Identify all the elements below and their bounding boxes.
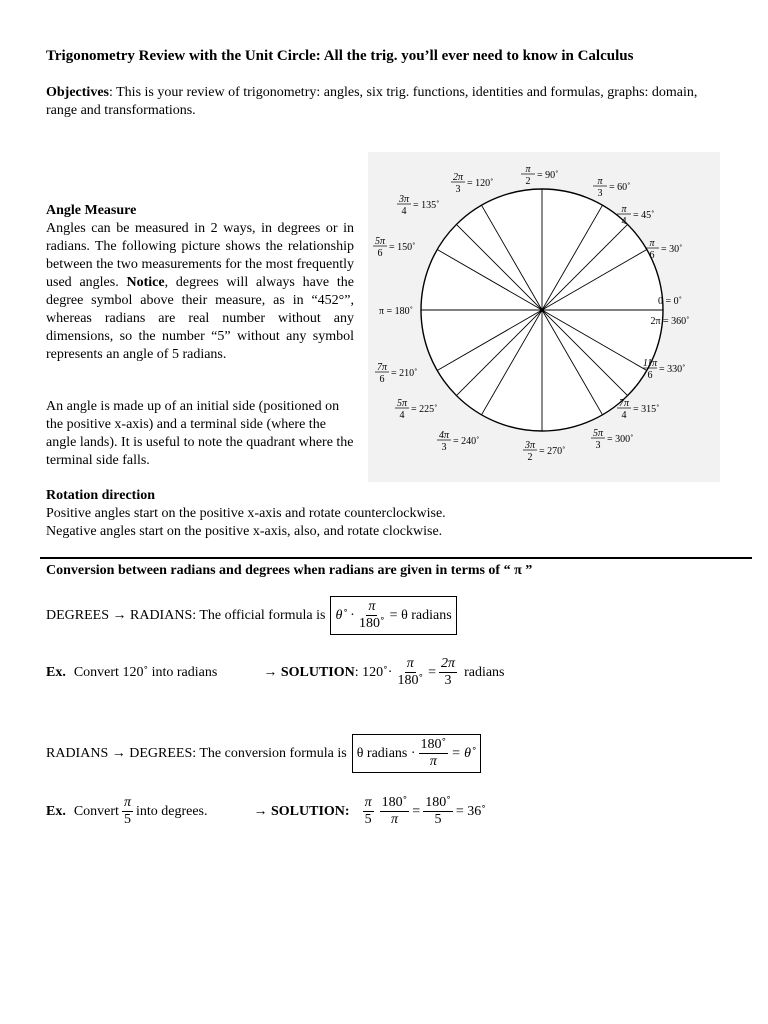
frac-den: 5 <box>364 812 372 827</box>
rad-to-deg-label: RADIANS → DEGREES: The conversion formula is <box>46 745 347 761</box>
example-2-label: Ex. <box>46 803 66 819</box>
svg-text:= 210˚: = 210˚ <box>391 368 418 379</box>
angle-label-5 <box>373 236 415 259</box>
svg-text:= 30˚: = 30˚ <box>661 244 683 255</box>
example-1-text: Convert 120˚ into radians <box>73 664 218 680</box>
angle-label-16 <box>523 440 565 463</box>
frac-den: 5 <box>434 812 442 827</box>
objectives <box>46 84 726 120</box>
deg-to-rad-formula-box <box>330 596 456 635</box>
frac-num: π <box>364 795 372 810</box>
angle-label-8 <box>658 296 682 307</box>
angle-label-15 <box>591 428 633 451</box>
svg-text:π: π <box>621 204 627 215</box>
svg-text:3: 3 <box>441 442 447 453</box>
svg-text:= 90˚: = 90˚ <box>537 170 559 181</box>
svg-text:3: 3 <box>455 184 461 195</box>
svg-text:2π: 2π <box>452 172 464 183</box>
deg-to-rad-label: DEGREES → RADIANS: The official formula is <box>46 607 326 623</box>
svg-text:5π: 5π <box>592 428 604 439</box>
rotation-heading: Rotation direction <box>46 488 156 503</box>
ex2-pi-over-5-b <box>363 795 374 828</box>
angle-label-6 <box>645 238 682 261</box>
svg-text:5π: 5π <box>396 398 408 409</box>
example-2-result: = 36˚ <box>455 803 486 819</box>
example-2-row <box>46 795 486 828</box>
frac-den: 180˚ <box>359 616 385 631</box>
theta-deg: θ˚ · <box>335 607 354 623</box>
colon: : <box>344 803 350 819</box>
svg-text:3: 3 <box>597 188 603 199</box>
theta-radians: θ radians · <box>356 745 416 761</box>
frac-num: π <box>123 795 131 810</box>
svg-text:11π: 11π <box>642 358 658 369</box>
svg-text:7π: 7π <box>376 362 388 373</box>
svg-text:π = 180˚: π = 180˚ <box>378 306 414 317</box>
svg-text:6: 6 <box>649 250 655 261</box>
svg-text:π: π <box>597 176 603 187</box>
angle-label-1 <box>451 172 493 195</box>
svg-text:7π: 7π <box>618 398 630 409</box>
example-2-text-b: into degrees. <box>135 803 208 819</box>
frac-num: 180˚ <box>381 795 408 810</box>
ex2-180-over-pi <box>380 795 410 828</box>
svg-text:π: π <box>525 164 531 175</box>
radians-word: radians <box>464 664 505 680</box>
svg-text:6: 6 <box>379 374 385 385</box>
ex1-pi-over-180 <box>395 656 425 689</box>
svg-text:2π = 360˚: 2π = 360˚ <box>650 316 690 327</box>
svg-text:2: 2 <box>525 176 531 187</box>
angle-measure-text-b: , degrees will always have the degree symbol above their measure, as in “452°”, whereas radians are real number without any dimensions, so the number “5” without any symbol represents an angle of 5 radians. <box>46 275 354 362</box>
ex1-2pi-over-3 <box>439 656 457 689</box>
ex2-180-over-5 <box>423 795 453 828</box>
ex2-pi-over-5 <box>122 795 133 828</box>
svg-text:= 45˚: = 45˚ <box>633 210 655 221</box>
svg-text:= 150˚: = 150˚ <box>389 242 416 253</box>
angle-label-2 <box>593 176 630 199</box>
svg-text:4: 4 <box>401 206 407 217</box>
svg-text:4: 4 <box>621 410 627 421</box>
frac-num: 180˚ <box>420 737 447 752</box>
example-1-lhs: : 120˚· <box>354 664 393 680</box>
deg-to-rad-formula-row <box>46 596 457 635</box>
rad-to-deg-formula-row <box>46 734 481 773</box>
angle-label-13 <box>617 398 659 421</box>
frac-den: π <box>429 754 437 769</box>
svg-text:4π: 4π <box>438 430 450 441</box>
initial-terminal-paragraph: An angle is made up of an initial side (positioned on the positive x-axis) and a terminal side (where the angle lands). It is useful to note the quadrant where the terminal side falls. <box>46 399 354 468</box>
equals-sign: = <box>412 803 421 819</box>
objectives-text: : This is your review of trigonometry: angles, six trig. functions, identities and formulas, graphs: domain, range and transformations. <box>46 85 698 118</box>
angle-label-0 <box>521 164 558 187</box>
svg-text:6: 6 <box>647 370 653 381</box>
example-1-row <box>46 656 505 689</box>
notice-word: Notice <box>126 275 165 290</box>
angle-measure-paragraph <box>46 220 354 364</box>
svg-text:4: 4 <box>399 410 405 421</box>
unit-circle-svg <box>368 152 720 482</box>
frac-num: 180˚ <box>425 795 451 810</box>
angle-label-11 <box>643 358 686 381</box>
angle-label-12 <box>395 398 437 421</box>
equals-sign: = <box>428 664 437 680</box>
svg-text:5π: 5π <box>374 236 386 247</box>
frac-den: π <box>390 812 398 827</box>
frac-den: 5 <box>123 812 131 827</box>
svg-text:6: 6 <box>377 248 383 259</box>
angle-label-3 <box>397 194 439 217</box>
angle-measure-text-a: Angles can be measured in 2 ways, in degrees or in radians. The following picture shows the relationship between the two measurements for the most frequently used angles. <box>46 221 354 290</box>
angle-measure-heading: Angle Measure <box>46 203 137 218</box>
angle-label-9 <box>650 316 689 327</box>
svg-text:= 135˚: = 135˚ <box>413 200 440 211</box>
angle-label-7 <box>379 306 413 317</box>
svg-text:= 240˚: = 240˚ <box>453 436 480 447</box>
unit-circle-figure <box>368 152 720 482</box>
svg-text:3: 3 <box>595 440 601 451</box>
svg-text:π: π <box>649 238 655 249</box>
angle-measure-section <box>46 202 354 364</box>
svg-text:= 270˚: = 270˚ <box>539 446 566 457</box>
svg-text:= 330˚: = 330˚ <box>659 364 686 375</box>
rotation-section <box>46 487 726 541</box>
180-over-pi <box>419 737 449 770</box>
rotation-positive: Positive angles start on the positive x-axis and rotate counterclockwise. <box>46 506 446 521</box>
svg-text:= 120˚: = 120˚ <box>467 178 494 189</box>
example-1-solution-label: → SOLUTION <box>263 664 355 680</box>
svg-text:3π: 3π <box>524 440 536 451</box>
rad-to-deg-formula-box <box>352 734 481 773</box>
frac-num: π <box>406 656 414 671</box>
svg-text:0 = 0˚: 0 = 0˚ <box>658 296 682 307</box>
frac-num: π <box>368 599 376 614</box>
frac-den: 3 <box>444 673 452 688</box>
angle-label-4 <box>617 204 654 227</box>
frac-den: 180˚ <box>397 673 424 688</box>
pi-over-180 <box>357 599 387 632</box>
svg-text:= 60˚: = 60˚ <box>609 182 631 193</box>
angle-label-14 <box>437 430 479 453</box>
eq-theta-deg: = θ˚ <box>451 745 476 761</box>
example-1-label: Ex. <box>46 664 66 680</box>
svg-text:3π: 3π <box>398 194 410 205</box>
rotation-negative: Negative angles start on the positive x-axis, also, and rotate clockwise. <box>46 524 443 539</box>
svg-text:= 315˚: = 315˚ <box>633 404 660 415</box>
svg-text:= 225˚: = 225˚ <box>411 404 438 415</box>
svg-text:= 300˚: = 300˚ <box>607 434 634 445</box>
eq-theta-radians: = θ radians <box>389 607 452 623</box>
svg-text:4: 4 <box>621 216 627 227</box>
svg-text:2: 2 <box>527 452 533 463</box>
frac-num: 2π <box>441 656 456 671</box>
example-2-solution-label: → SOLUTION <box>253 803 345 819</box>
example-2-text-a: Convert <box>73 803 119 819</box>
objectives-label: Objectives <box>46 85 109 100</box>
angle-label-10 <box>375 362 417 385</box>
page-title: Trigonometry Review with the Unit Circle: All the trig. you’ll ever need to know in Calculus <box>46 48 634 64</box>
conversion-heading: Conversion between radians and degrees when radians are given in terms of “ π ” <box>46 563 533 578</box>
section-divider <box>40 557 752 559</box>
